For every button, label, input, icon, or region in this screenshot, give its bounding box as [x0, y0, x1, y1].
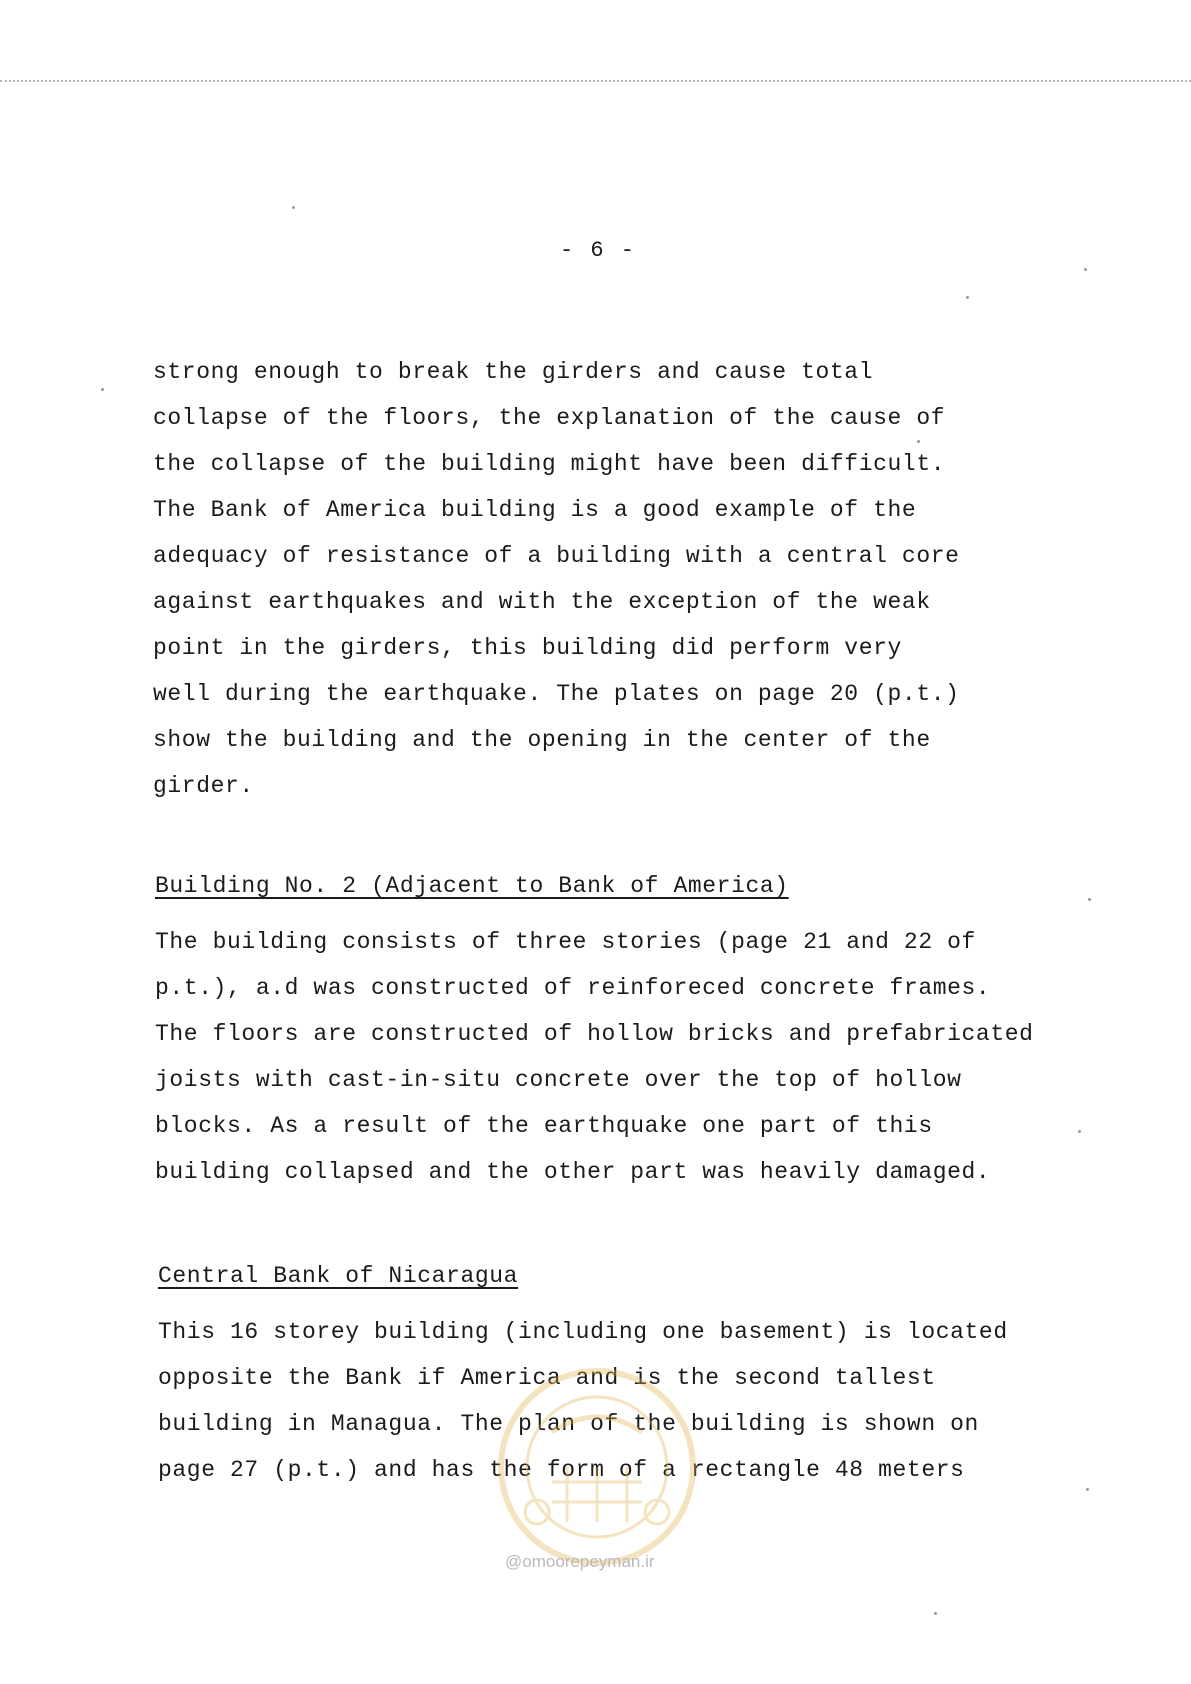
paragraph2-line: The floors are constructed of hollow bricks and prefabricated — [155, 1021, 1034, 1047]
paragraph1-line: well during the earthquake. The plates on page 20 (p.t.) — [153, 681, 960, 707]
paragraph2-line: joists with cast-in-situ concrete over the top of hollow — [155, 1067, 962, 1093]
scan-speck — [917, 440, 920, 443]
paragraph3-line: building in Managua. The plan of the building is shown on — [158, 1411, 979, 1437]
page-number: - 6 - — [560, 238, 637, 263]
paragraph1-line: point in the girders, this building did perform very — [153, 635, 902, 661]
section-heading-central-bank: Central Bank of Nicaragua — [158, 1263, 519, 1289]
paragraph1-line: the collapse of the building might have been difficult. — [153, 451, 946, 477]
paragraph2-line: blocks. As a result of the earthquake one part of this — [155, 1113, 933, 1139]
scan-speck — [1086, 1488, 1089, 1491]
paragraph2-line: p.t.), a.d was constructed of reinforeced concrete frames. — [155, 975, 991, 1001]
paragraph2-line: The building consists of three stories (page 21 and 22 of — [155, 929, 976, 955]
watermark-text: @omoorepeyman.ir — [505, 1552, 655, 1571]
scan-speck — [101, 388, 104, 391]
paragraph1-line: strong enough to break the girders and cause total — [153, 359, 874, 385]
paragraph1-line: collapse of the floors, the explanation of the cause of — [153, 405, 946, 431]
scan-edge-rule — [0, 80, 1191, 82]
paragraph1-line: girder. — [153, 773, 254, 799]
section-heading-building-no-2: Building No. 2 (Adjacent to Bank of America) — [155, 873, 789, 899]
paragraph1-line: against earthquakes and with the exception of the weak — [153, 589, 931, 615]
paragraph3-line: page 27 (p.t.) and has the form of a rectangle 48 meters — [158, 1457, 965, 1483]
watermark-logo — [492, 1362, 702, 1572]
scan-speck — [966, 296, 969, 299]
scan-speck — [292, 206, 295, 209]
scan-speck — [1078, 1130, 1081, 1133]
paragraph3-line: This 16 storey building (including one basement) is located — [158, 1319, 1008, 1345]
paragraph2-line: building collapsed and the other part was heavily damaged. — [155, 1159, 991, 1185]
scan-speck — [1084, 268, 1087, 271]
paragraph3-line: opposite the Bank if America and is the second tallest — [158, 1365, 936, 1391]
scan-speck — [934, 1612, 937, 1615]
paragraph1-line: adequacy of resistance of a building with a central core — [153, 543, 960, 569]
scan-speck — [1088, 898, 1091, 901]
paragraph1-line: The Bank of America building is a good example of the — [153, 497, 917, 523]
paragraph1-line: show the building and the opening in the center of the — [153, 727, 931, 753]
